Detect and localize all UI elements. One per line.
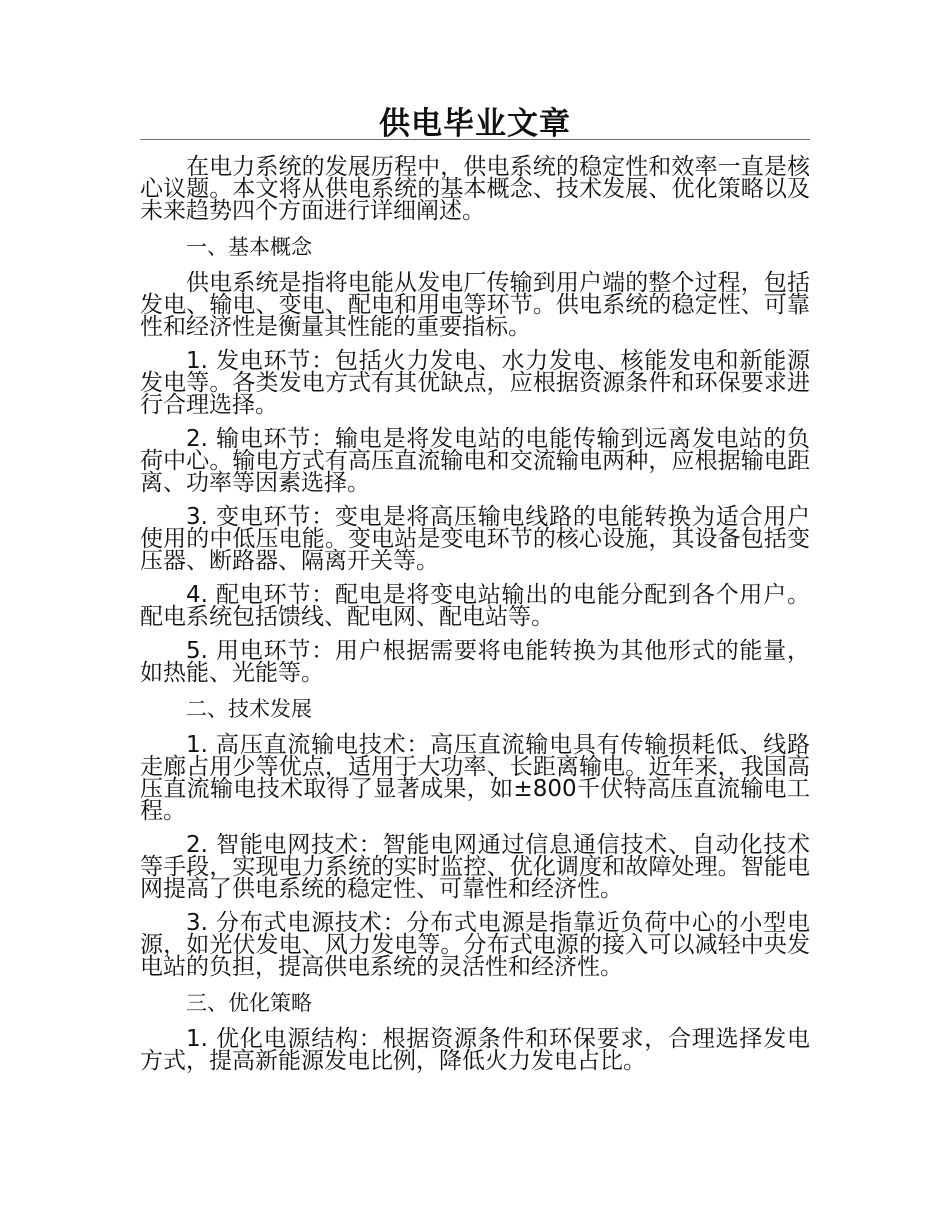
intro-paragraph: 在电力系统的发展历程中，供电系统的稳定性和效率一直是核心议题。本文将从供电系统的基本概念、技术发展、优化策略以及未来趋势四个方面进行详细阐述。 bbox=[140, 154, 810, 224]
list-item-substation: 3. 变电环节：变电是将高压输电线路的电能转换为适合用户使用的中低压电能。变电站是变电环节的核心设施，其设备包括变压器、断路器、隔离开关等。 bbox=[140, 504, 810, 574]
list-item-consumption: 5. 用电环节：用户根据需要将电能转换为其他形式的能量，如热能、光能等。 bbox=[140, 638, 810, 686]
list-item-distribution: 4. 配电环节：配电是将变电站输出的电能分配到各个用户。配电系统包括馈线、配电网、配电站等。 bbox=[140, 582, 810, 630]
list-item-hvdc: 1. 高压直流输电技术：高压直流输电具有传输损耗低、线路走廊占用少等优点，适用于大功率、长距离输电。近年来，我国高压直流输电技术取得了显著成果，如±800千伏特高压直流输电工程。 bbox=[140, 732, 810, 824]
list-item-transmission: 2. 输电环节：输电是将发电站的电能传输到远离发电站的负荷中心。输电方式有高压直流输电和交流输电两种，应根据输电距离、功率等因素选择。 bbox=[140, 426, 810, 496]
list-item-generation: 1. 发电环节：包括火力发电、水力发电、核能发电和新能源发电等。各类发电方式有其优缺点，应根据资源条件和环保要求进行合理选择。 bbox=[140, 348, 810, 418]
list-item-smart-grid: 2. 智能电网技术：智能电网通过信息通信技术、自动化技术等手段，实现电力系统的实时监控、优化调度和故障处理。智能电网提高了供电系统的稳定性、可靠性和经济性。 bbox=[140, 832, 810, 902]
section-heading-optimization: 三、优化策略 bbox=[186, 991, 312, 1015]
document-body bbox=[140, 156, 810, 1084]
body-paragraph: 供电系统是指将电能从发电厂传输到用户端的整个过程，包括发电、输电、变电、配电和用电等环节。供电系统的稳定性、可靠性和经济性是衡量其性能的重要指标。 bbox=[140, 270, 810, 340]
list-item-power-structure: 1. 优化电源结构：根据资源条件和环保要求，合理选择发电方式，提高新能源发电比例，降低火力发电占比。 bbox=[140, 1026, 810, 1074]
list-item-distributed-power: 3. 分布式电源技术：分布式电源是指靠近负荷中心的小型电源，如光伏发电、风力发电等。分布式电源的接入可以减轻中央发电站的负担，提高供电系统的灵活性和经济性。 bbox=[140, 910, 810, 980]
document-title: 供电毕业文章 bbox=[379, 106, 571, 142]
section-heading-technology: 二、技术发展 bbox=[186, 697, 312, 721]
section-heading-basic-concepts: 一、基本概念 bbox=[186, 235, 312, 259]
title-underline bbox=[140, 139, 810, 140]
